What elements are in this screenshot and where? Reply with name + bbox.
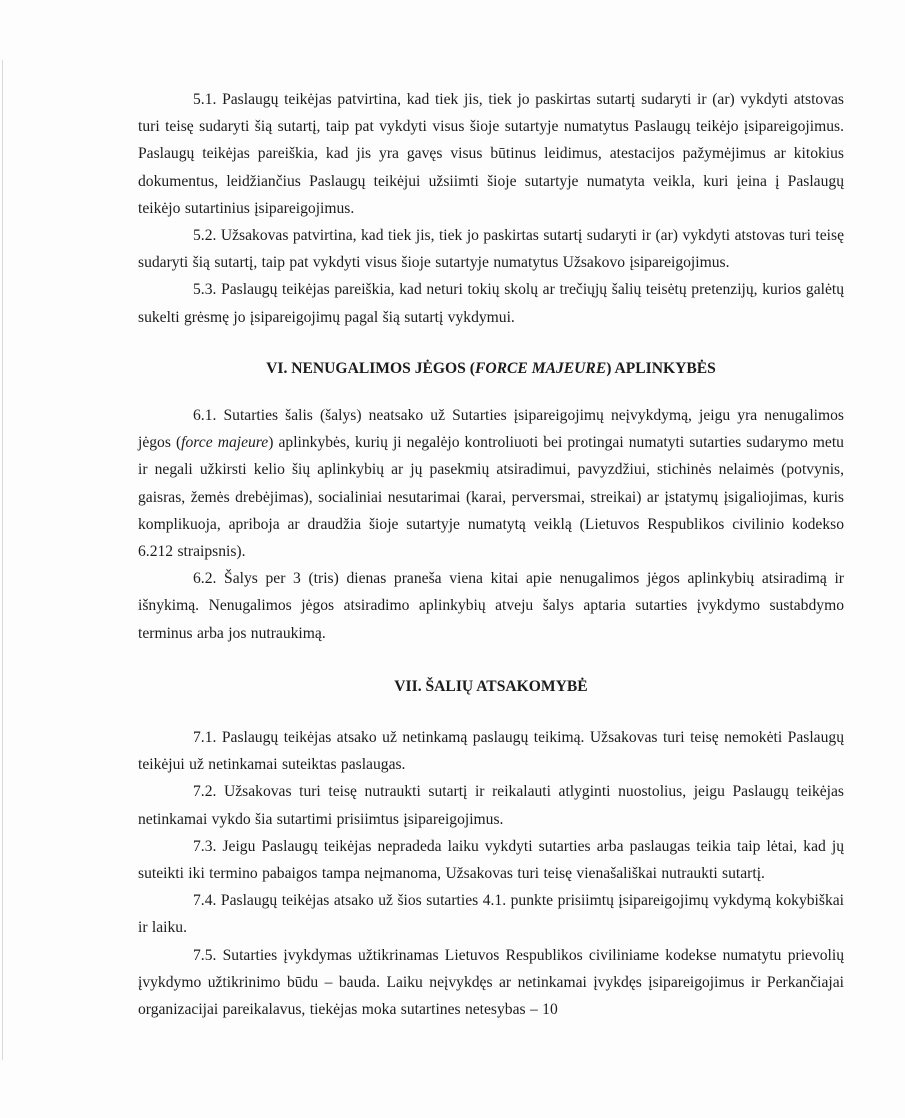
clause-5-2: 5.2. Užsakovas patvirtina, kad tiek jis, tiek jo paskirtas sutartį sudaryti ir (ar) vykdyti atstovas turi teisę sudaryti šią sutartį, taip pat vykdyti visus šioje sutartyje numatytus Užsakovo įsipareigojimus. (138, 227, 844, 272)
section-heading-force-majeure (138, 355, 844, 382)
clause-6-1-italic: force majeure (181, 434, 269, 452)
clause-6-1 (138, 402, 844, 565)
heading-italic: FORCE MAJEURE (474, 359, 607, 377)
section-heading-liability: VII. ŠALIŲ ATSAKOMYBĖ (394, 677, 588, 695)
clause-7-2: 7.2. Užsakovas turi teisę nutraukti sutartį ir reikalauti atlyginti nuostolius, jeigu Paslaugų teikėjas netinkamai vykdo šia sutartimi prisiimtus įsipareigojimus. (138, 783, 844, 828)
clause-7-1: 7.1. Paslaugų teikėjas atsako už netinkamą paslaugų teikimą. Užsakovas turi teisę nemokėti Paslaugų teikėjui už netinkamai suteiktas paslaugas. (138, 729, 844, 774)
clause-6-2: 6.2. Šalys per 3 (tris) dienas praneša viena kitai apie nenugalimos jėgos aplinkybių atsiradimą ir išnykimą. Nenugalimos jėgos atsiradimo aplinkybių atveju šalys aptaria sutarties įvykdymo sustabdymo terminus arba jos nutraukimą. (138, 570, 844, 642)
clause-5-1: 5.1. Paslaugų teikėjas patvirtina, kad tiek jis, tiek jo paskirtas sutartį sudaryti ir (ar) vykdyti atstovas turi teisę sudaryti šią sutartį, taip pat vykdyti visus šioje sutartyje numatytus Paslaugų teikėjo įsipareigojimus. Paslaugų teikėjas pareiškia, kad jis yra gavęs visus būtinus leidimus, atestacijos pažymėjimus ar kitokius dokumentus, leidžiančius Paslaugų teikėjui užsiimti šioje sutartyje numatyta veikla, kuri įeina į Paslaugų teikėjo sutartinius įsipareigojimus. (138, 91, 844, 217)
scan-edge-line (2, 60, 3, 1060)
clause-7-5: 7.5. Sutarties įvykdymas užtikrinamas Lietuvos Respublikos civiliniame kodekse numatytu prievolių įvykdymo užtikrinimo būdu – bauda. Laiku neįvykdęs ar netinkamai įvykdęs įsipareigojimus ir Perkančiajai organizacijai pareikalavus, tiekėjas moka sutartines netesybas – 10 (138, 946, 844, 1019)
clause-6-1-part1: 6.1. Sutarties šalis (šalys) neatsako už Sutarties įsipareigojimų neįvykdymą, jeigu yra nenugalimos jėgos ( (138, 407, 844, 452)
heading-prefix: VI. NENUGALIMOS JĖGOS ( (266, 359, 475, 377)
document-body (138, 86, 844, 1023)
clause-5-3: 5.3. Paslaugų teikėjas pareiškia, kad neturi tokių skolų ar trečiųjų šalių teisėtų pretenzijų, kurios galėtų sukelti grėsmę jo įsipareigojimų pagal šią sutartį vykdymui. (138, 281, 844, 326)
heading-suffix: ) APLINKYBĖS (606, 359, 716, 377)
clause-6-1-part2: ) aplinkybės, kurių ji negalėjo kontroliuoti bei protingai numatyti sutarties sudarymo metu ir negali užkirsti kelio šių aplinkybių ar jų pasekmių atsiradimui, pavyzdžiui, stichinės nelaimės (potvynis, gaisras, žemės drebėjimas), socialiniai nesutarimai (karai, perversmai, streikai) ar įstatymų įsigaliojimas, kuris komplikuoja, apriboja ar draudžia šioje sutartyje numatytą veiklą (Lietuvos Respublikos civilinio kodekso 6.212 straipsnis). (138, 434, 844, 561)
clause-7-4: 7.4. Paslaugų teikėjas atsako už šios sutarties 4.1. punkte prisiimtų įsipareigojimų vykdymą kokybiškai ir laiku. (138, 892, 844, 937)
clause-7-3: 7.3. Jeigu Paslaugų teikėjas nepradeda laiku vykdyti sutarties arba paslaugas teikia taip lėtai, kad jų suteikti iki termino pabaigos tampa neįmanoma, Užsakovas turi teisę vienašališkai nutraukti sutartį. (138, 837, 844, 883)
